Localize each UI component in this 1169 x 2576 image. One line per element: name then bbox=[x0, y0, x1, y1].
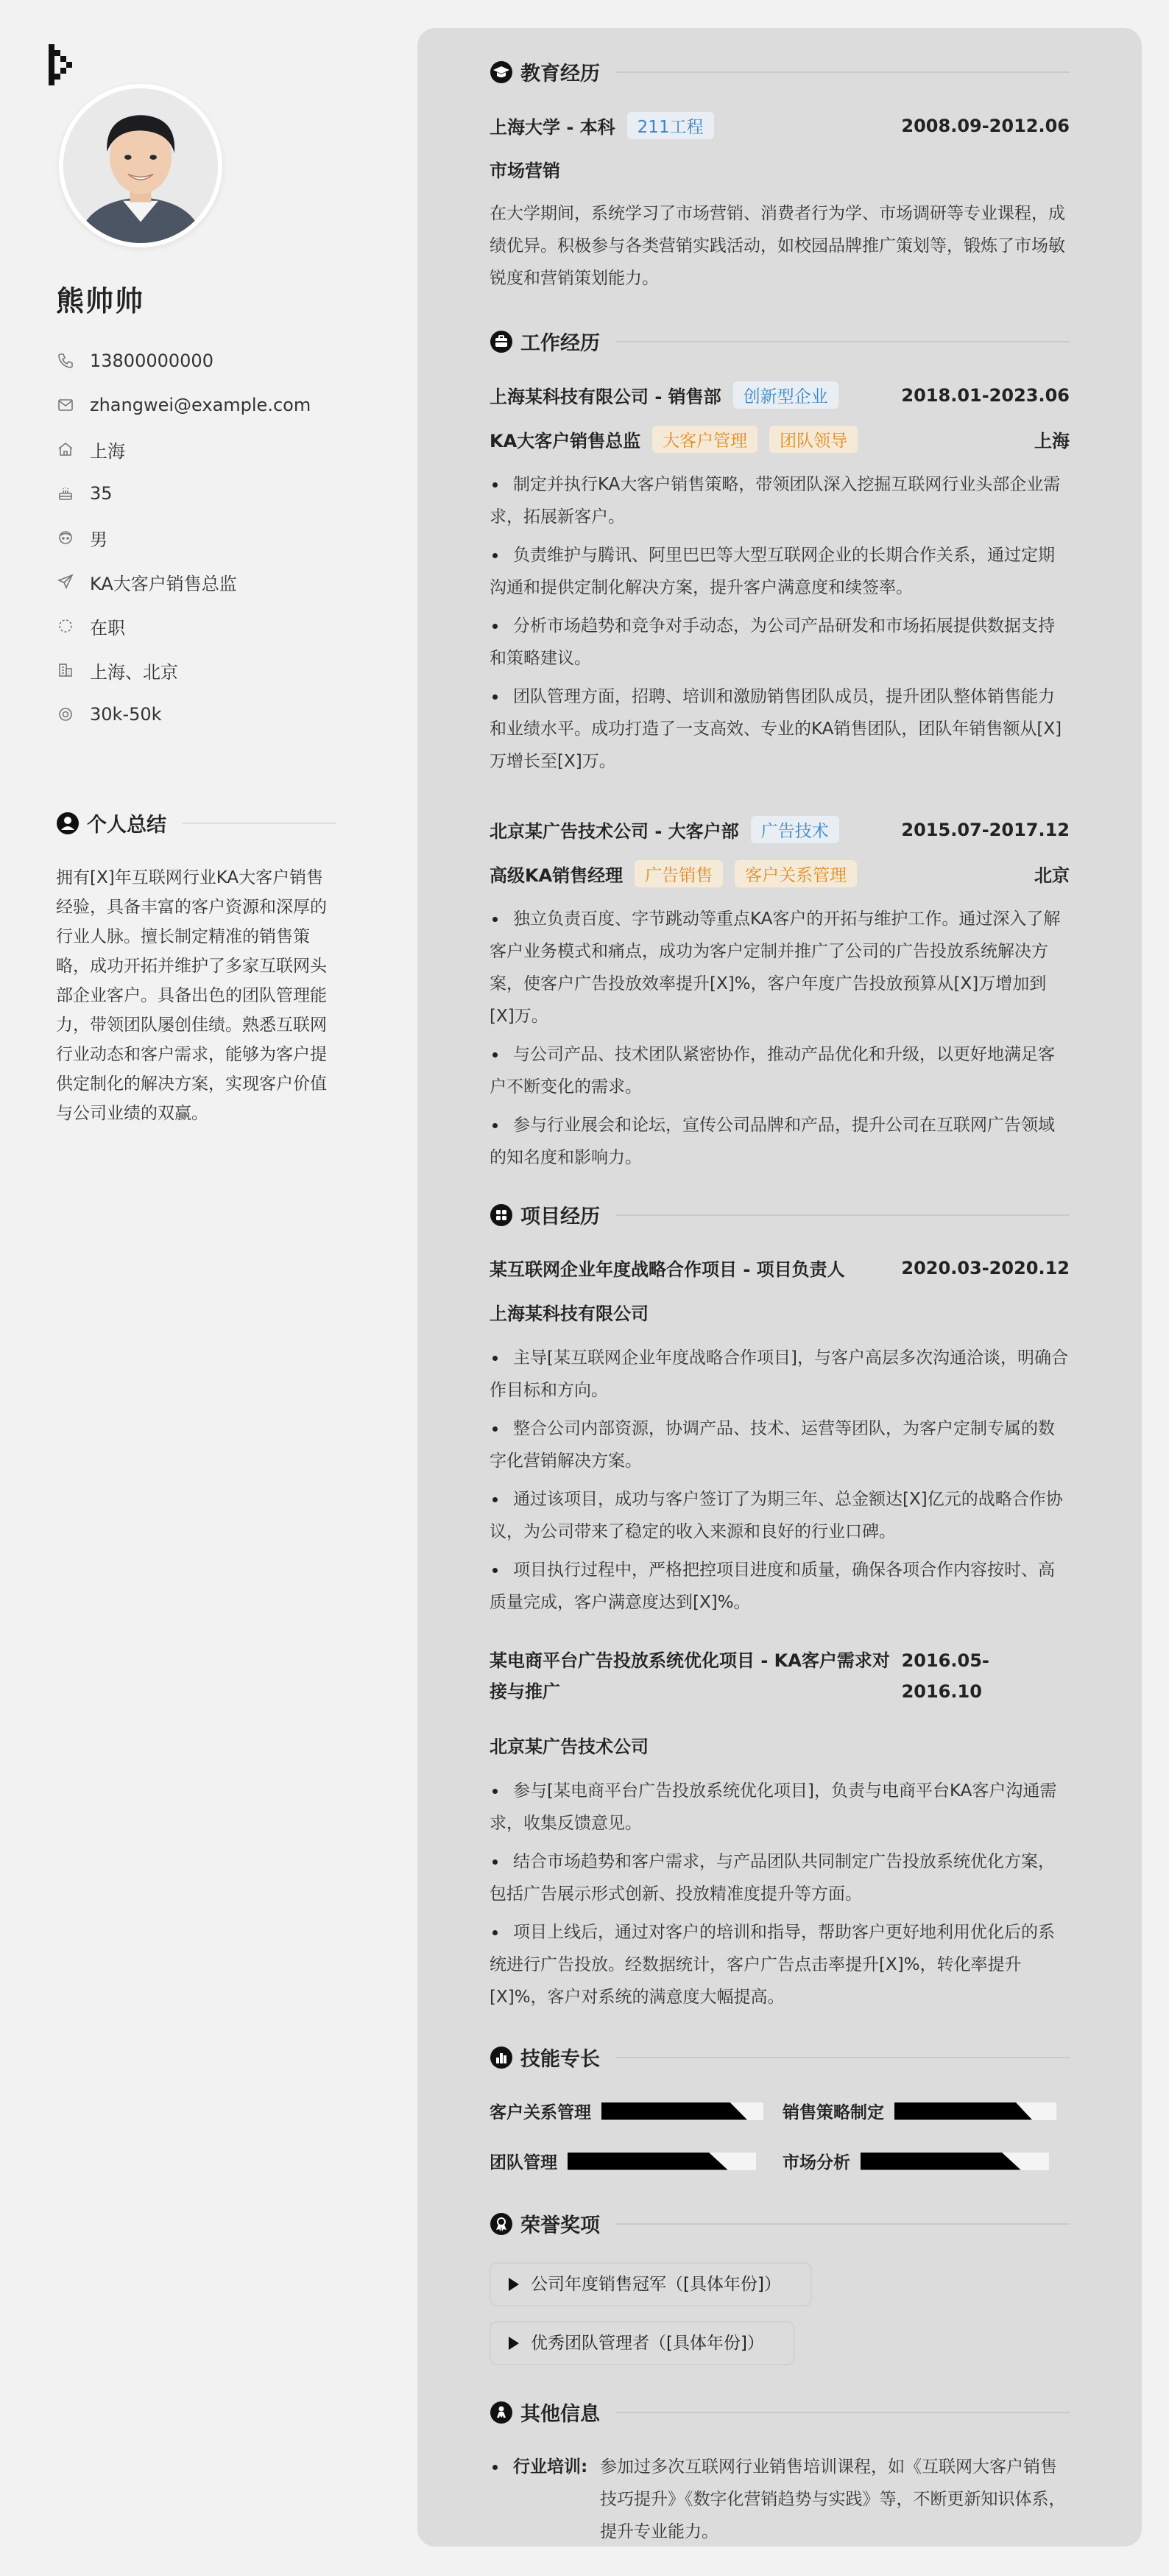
info-status bbox=[56, 604, 311, 648]
grid-icon bbox=[490, 1203, 513, 1227]
skill-level-fill bbox=[861, 2153, 1021, 2170]
list-item: 参与[某电商平台广告投放系统优化项目]，负责与电商平台KA客户沟通需求，收集反馈意见。 bbox=[490, 1775, 1070, 1840]
skill-level-fill bbox=[568, 2153, 728, 2170]
phone-value: 13800000000 bbox=[90, 351, 213, 371]
divider bbox=[616, 2057, 1070, 2058]
job-1-company-tag: 创新型企业 bbox=[733, 381, 838, 409]
info-salary bbox=[56, 692, 311, 736]
medal-icon bbox=[490, 2212, 513, 2236]
skills-row-1 bbox=[490, 2099, 1070, 2123]
project-2-bullets bbox=[490, 1775, 1070, 2019]
position-value: KA大客户销售总监 bbox=[90, 573, 237, 594]
summary-section-title: 个人总结 bbox=[56, 809, 336, 837]
project-1-header bbox=[490, 1255, 1070, 1281]
job-2-company: 北京某广告技术公司 - 大客户部 bbox=[490, 821, 739, 842]
project-1-org-row bbox=[490, 1299, 1070, 1325]
skill-item: 客户关系管理 bbox=[490, 2099, 777, 2123]
skills-section-title: 技能专长 bbox=[490, 2043, 1070, 2072]
job-2-bullets bbox=[490, 903, 1070, 1180]
avatar-portrait-icon bbox=[63, 88, 218, 243]
job-2-date: 2015.07-2017.12 bbox=[901, 819, 1070, 840]
award-item: 优秀团队管理者（[具体年份]） bbox=[490, 2321, 795, 2365]
phone-icon bbox=[56, 351, 75, 370]
contact-info-list bbox=[56, 339, 311, 736]
divider bbox=[616, 341, 1070, 342]
salary-icon bbox=[56, 705, 75, 724]
user-circle-icon bbox=[56, 812, 80, 835]
age-value: 35 bbox=[90, 483, 113, 504]
job-2-city: 北京 bbox=[1034, 865, 1070, 886]
job-1-role-tag: 大客户管理 bbox=[652, 426, 757, 453]
skill-level-fill bbox=[601, 2102, 747, 2120]
job-1-date: 2018.01-2023.06 bbox=[901, 384, 1070, 406]
location-value: 上海 bbox=[90, 440, 125, 462]
sidebar bbox=[0, 0, 416, 2576]
email-value: zhangwei@example.com bbox=[90, 395, 311, 415]
bullet bbox=[492, 2465, 498, 2470]
info-location bbox=[56, 427, 311, 471]
avatar bbox=[59, 84, 222, 247]
job-2-role: 高级KA销售经理 bbox=[490, 865, 624, 886]
list-item: 制定并执行KA大客户销售策略，带领团队深入挖掘互联网行业头部企业需求，拓展新客户。 bbox=[490, 468, 1070, 533]
list-item: 团队管理方面，招聘、培训和激励销售团队成员，提升团队整体销售能力和业绩水平。成功打造了一支高效、专业的KA销售团队，团队年销售额从[X]万增长至[X]万。 bbox=[490, 680, 1070, 778]
skill-level-fill bbox=[894, 2102, 1032, 2120]
job-1-role-tag: 团队领导 bbox=[769, 426, 858, 453]
divider bbox=[616, 1214, 1070, 1216]
project-2-org-row bbox=[490, 1732, 1070, 1758]
other-section-title: 其他信息 bbox=[490, 2398, 1070, 2427]
project-2-date: 2016.05-2016.10 bbox=[901, 1650, 989, 1702]
project-2-name: 某电商平台广告投放系统优化项目 - KA客户需求对接与推广 bbox=[490, 1650, 890, 1702]
list-item: 通过该项目，成功与客户签订了为期三年、总金额达[X]亿元的战略合作协议，为公司带来了稳定的收入来源和良好的行业口碑。 bbox=[490, 1483, 1070, 1548]
home-icon bbox=[56, 440, 75, 459]
education-description: 在大学期间，系统学习了市场营销、消费者行为学、市场调研等专业课程，成绩优异。积极参与各类营销实践活动，如校园品牌推广策划等，锻炼了市场敏锐度和营销策划能力。 bbox=[490, 204, 1065, 288]
status-value: 在职 bbox=[90, 617, 125, 638]
school-tag: 211工程 bbox=[627, 112, 714, 139]
awards-section-title: 荣誉奖项 bbox=[490, 2209, 1070, 2238]
job-1-city: 上海 bbox=[1034, 431, 1070, 451]
project-2-org: 北京某广告技术公司 bbox=[490, 1736, 649, 1757]
education-date: 2008.09-2012.06 bbox=[901, 115, 1070, 136]
divider bbox=[183, 823, 336, 824]
divider bbox=[616, 2412, 1070, 2413]
education-major-row bbox=[490, 156, 1070, 182]
mail-icon bbox=[56, 395, 75, 415]
projects-section-title: 项目经历 bbox=[490, 1200, 1070, 1229]
skills-row-2 bbox=[490, 2149, 1070, 2173]
list-item: 独立负责百度、字节跳动等重点KA客户的开拓与维护工作。通过深入了解客户业务模式和痛点，成功为客户定制并推广了公司的广告投放系统解决方案，使客户广告投放效率提升[X]%，客户年度广告投放预算从[X]万增加到[X]万。 bbox=[490, 903, 1070, 1032]
salary-value: 30k-50k bbox=[90, 704, 162, 725]
briefcase-icon bbox=[490, 330, 513, 353]
education-header bbox=[490, 112, 1070, 139]
list-item: 项目执行过程中，严格把控项目进度和质量，确保各项合作内容按时、高质量完成，客户满意度达到[X]%。 bbox=[490, 1554, 1070, 1619]
project-1-name: 某互联网企业年度战略合作项目 - 项目负责人 bbox=[490, 1259, 845, 1280]
job-2-role-row bbox=[490, 860, 1070, 887]
skill-bar bbox=[601, 2102, 763, 2120]
send-icon bbox=[56, 572, 75, 591]
list-item: 结合市场趋势和客户需求，与产品团队共同制定广告投放系统优化方案，包括广告展示形式创新、投放精准度提升等方面。 bbox=[490, 1845, 1070, 1910]
award-item: 公司年度销售冠军（[具体年份]） bbox=[490, 2262, 812, 2306]
summary-text: 拥有[X]年互联网行业KA大客户销售经验，具备丰富的客户资源和深厚的行业人脉。擅长制定精准的销售策略，成功开拓并维护了多家互联网头部企业客户。具备出色的团队管理能力，带领团队屡创佳绩。熟悉互联网行业动态和客户需求，能够为客户提供定制化的解决方案，实现客户价值与公司业绩的双赢。 bbox=[56, 868, 327, 1123]
city-icon bbox=[56, 661, 75, 680]
status-icon bbox=[56, 616, 75, 636]
divider bbox=[616, 71, 1070, 73]
cake-icon bbox=[56, 484, 75, 503]
job-1-role: KA大客户销售总监 bbox=[490, 431, 641, 451]
skill-bar bbox=[861, 2153, 1049, 2170]
other-info-text: 参加过多次互联网行业销售培训课程，如《互联网大客户销售技巧提升》《数字化营销趋势与实践》等，不断更新知识体系，提升专业能力。 bbox=[600, 2457, 1066, 2541]
list-item: 参与行业展会和论坛，宣传公司品牌和产品，提升公司在互联网广告领域的知名度和影响力。 bbox=[490, 1109, 1070, 1174]
job-1-role-row bbox=[490, 426, 1070, 453]
education-major: 市场营销 bbox=[490, 161, 560, 181]
gender-value: 男 bbox=[90, 529, 107, 550]
job-2-header bbox=[490, 816, 1070, 843]
list-item: 负责维护与腾讯、阿里巴巴等大型互联网企业的长期合作关系，通过定期沟通和提供定制化解决方案，提升客户满意度和续签率。 bbox=[490, 539, 1070, 604]
skill-bar bbox=[894, 2102, 1056, 2120]
project-1-date: 2020.03-2020.12 bbox=[901, 1257, 1070, 1278]
skill-item: 销售策略制定 bbox=[783, 2099, 1070, 2123]
job-1-bullets bbox=[490, 468, 1070, 784]
other-info-item bbox=[490, 2451, 1070, 2548]
school-name: 上海大学 - 本科 bbox=[490, 117, 615, 138]
list-item: 整合公司内部资源，协调产品、技术、运营等团队，为客户定制专属的数字化营销解决方案。 bbox=[490, 1412, 1070, 1477]
logo-chevron-icon bbox=[49, 44, 75, 88]
project-1-bullets bbox=[490, 1342, 1070, 1625]
job-1-company: 上海某科技有限公司 - 销售部 bbox=[490, 387, 721, 407]
job-2-company-tag: 广告技术 bbox=[751, 816, 839, 843]
info-gender bbox=[56, 515, 311, 560]
info-phone bbox=[56, 339, 311, 383]
project-2-header bbox=[490, 1645, 1070, 1707]
cities-value: 上海、北京 bbox=[90, 661, 178, 683]
other-info-label: 行业培训: bbox=[513, 2457, 588, 2477]
list-item: 主导[某互联网企业年度战略合作项目]，与客户高层多次沟通洽谈，明确合作目标和方向。 bbox=[490, 1342, 1070, 1407]
job-1-header bbox=[490, 381, 1070, 409]
info-cities bbox=[56, 648, 311, 692]
list-item: 项目上线后，通过对客户的培训和指导，帮助客户更好地利用优化后的系统进行广告投放。经数据统计，客户广告点击率提升[X]%，转化率提升[X]%，客户对系统的满意度大幅提高。 bbox=[490, 1916, 1070, 2013]
info-age bbox=[56, 471, 311, 515]
person-name: 熊帅帅 bbox=[56, 285, 145, 317]
list-item: 分析市场趋势和竞争对手动态，为公司产品研发和市场拓展提供数据支持和策略建议。 bbox=[490, 610, 1070, 675]
gender-icon bbox=[56, 528, 75, 547]
graduation-cap-icon bbox=[490, 60, 513, 84]
skill-bar bbox=[568, 2153, 756, 2170]
project-1-org: 上海某科技有限公司 bbox=[490, 1303, 649, 1324]
work-section-title: 工作经历 bbox=[490, 327, 1070, 356]
list-item: 与公司产品、技术团队紧密协作，推动产品优化和升级，以更好地满足客户不断变化的需求。 bbox=[490, 1038, 1070, 1103]
resume-main-card bbox=[417, 28, 1142, 2547]
job-2-role-tag: 广告销售 bbox=[635, 860, 723, 887]
person-icon bbox=[490, 2401, 513, 2424]
education-section-title: 教育经历 bbox=[490, 57, 1070, 86]
skill-item: 市场分析 bbox=[783, 2149, 1070, 2173]
job-2-role-tag: 客户关系管理 bbox=[735, 860, 857, 887]
bar-chart-icon bbox=[490, 2046, 513, 2069]
info-email bbox=[56, 383, 311, 427]
skill-item: 团队管理 bbox=[490, 2149, 777, 2173]
divider bbox=[616, 2223, 1070, 2225]
info-position bbox=[56, 560, 311, 604]
